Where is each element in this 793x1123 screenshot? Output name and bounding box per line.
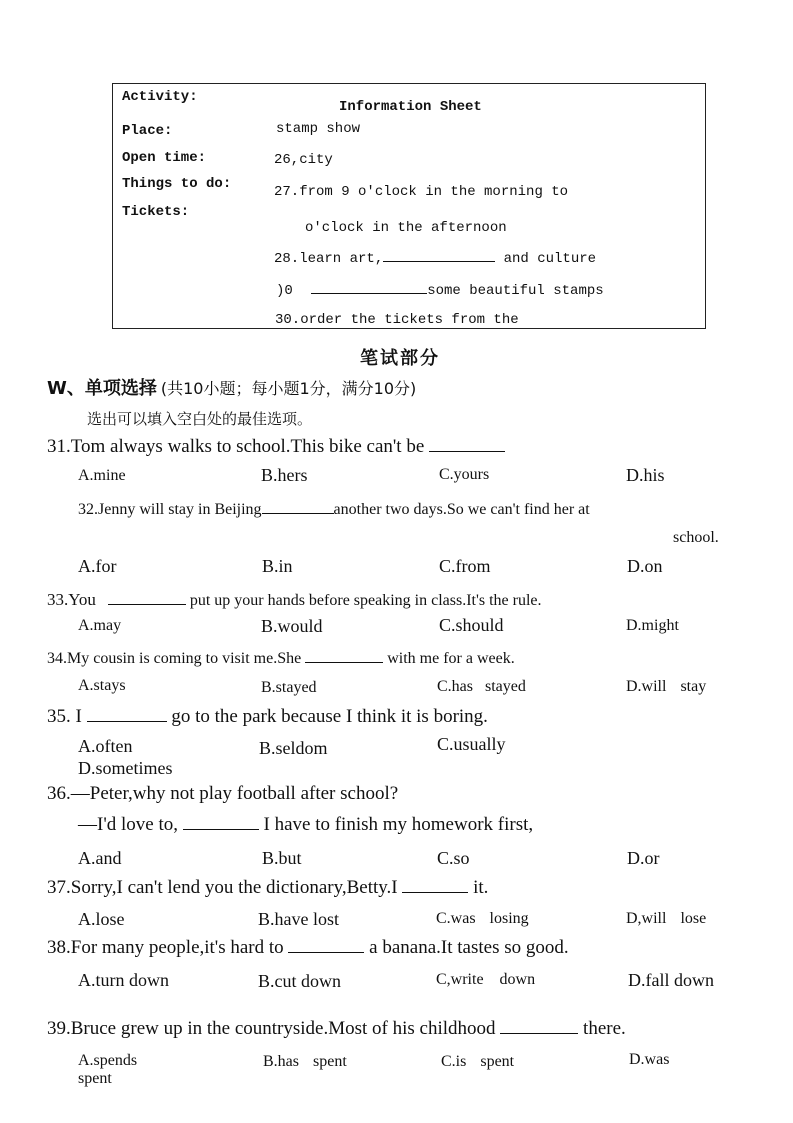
question-39-text-tail: there. (583, 1018, 626, 1039)
option-35-a: A.often (78, 736, 133, 756)
option-31-d: D.his (626, 465, 665, 485)
sheet-row-4: o'clock in the afternoon (305, 220, 507, 236)
option-31-c: C.yours (439, 466, 490, 483)
question-33-text: 33.You (47, 590, 96, 609)
question-38-stem (47, 937, 569, 959)
sheet-row-5-text: 28.learn art, (274, 251, 384, 267)
answer-blank (108, 590, 186, 605)
option-37-a: A.lose (78, 909, 125, 929)
option-37-c: C.was losing (436, 910, 529, 927)
label-activity: Activity: (122, 89, 198, 105)
section-title-line (47, 374, 416, 400)
answer-blank (402, 878, 468, 893)
option-33-c: C.should (439, 615, 504, 635)
section-instruction: 选出可以填入空白处的最佳选项。 (87, 410, 313, 428)
option-36-a: A.and (78, 848, 122, 868)
option-39-d: D.was (629, 1051, 670, 1068)
option-38-c: C,write down (436, 971, 536, 988)
answer-blank (288, 938, 364, 953)
question-34-stem (47, 648, 515, 668)
option-38-d: D.fall down (628, 970, 714, 990)
option-33-a: A.may (78, 617, 122, 634)
question-32-continuation: school. (673, 529, 719, 546)
question-39-text: 39.Bruce grew up in the countryside.Most of his childhood (47, 1018, 496, 1039)
question-33-stem (47, 590, 542, 610)
option-32-b: B.in (262, 556, 293, 576)
question-38-text: 38.For many people,it's hard to (47, 937, 284, 958)
question-39-stem (47, 1018, 626, 1040)
option-39-c: C.is spent (441, 1053, 515, 1070)
option-32-a: A.for (78, 556, 117, 576)
question-38-text-tail: a banana.It tastes so good. (369, 937, 569, 958)
option-34-b: B.stayed (261, 679, 317, 696)
option-38-b: B.cut down (258, 971, 341, 991)
sheet-title: Information Sheet (339, 99, 482, 115)
section-note: (共10小题；每小题1分，满分10分) (160, 379, 417, 398)
option-35-d: D.sometimes (78, 758, 173, 778)
answer-blank (262, 499, 334, 514)
blank-line (311, 279, 427, 294)
option-35-c: C.usually (437, 734, 506, 754)
question-32-text-tail: another two days.So we can't find her at (333, 501, 590, 518)
section-heading: 笔试部分 (360, 348, 440, 369)
sheet-row-6-tail: some beautiful stamps (427, 283, 604, 299)
question-36-reply-tail: I have to finish my homework first, (263, 814, 534, 835)
option-36-b: B.but (262, 848, 302, 868)
question-36-reply (78, 814, 533, 836)
answer-blank (429, 437, 505, 452)
option-33-d: D.might (626, 617, 679, 634)
answer-blank (87, 707, 167, 722)
sheet-row-5-tail: and culture (503, 251, 597, 267)
option-39-b: B.has spent (263, 1053, 347, 1070)
option-32-c: C.from (439, 556, 491, 576)
question-31-stem (47, 436, 505, 458)
option-35-b: B.seldom (259, 738, 328, 758)
question-35-text-tail: go to the park because I think it is boring. (171, 706, 488, 727)
option-39-a: A.spends spent (78, 1052, 138, 1087)
option-34-a: A.stays (78, 677, 126, 694)
label-things-to-do: Things to do: (122, 176, 232, 192)
sheet-row-3: 27.from 9 o'clock in the morning to (274, 184, 569, 200)
option-31-b: B.hers (261, 465, 308, 485)
question-36-stem: 36.—Peter,why not play football after school? (47, 783, 399, 804)
option-37-d: D,will lose (626, 910, 707, 927)
option-32-d: D.on (627, 556, 663, 576)
question-32-stem (78, 499, 590, 519)
question-34-text: 34.My cousin is coming to visit me.She (47, 650, 302, 667)
option-36-d: D.or (627, 848, 660, 868)
question-36-reply-text: —I'd love to, (78, 814, 178, 835)
question-37-stem (47, 877, 488, 899)
answer-blank (183, 815, 259, 830)
answer-blank (500, 1019, 578, 1034)
option-36-c: C.so (437, 848, 470, 868)
option-34-d: D.will stay (626, 678, 707, 695)
sheet-row-6 (276, 279, 604, 299)
option-33-b: B.would (261, 616, 323, 636)
sheet-row-5 (274, 247, 596, 267)
sheet-row-2: 26,city (274, 152, 333, 168)
question-31-text: 31.Tom always walks to school.This bike can't be (47, 436, 425, 457)
question-35-text: 35. I (47, 706, 82, 727)
blank-line (383, 247, 495, 262)
question-37-text-tail: it. (473, 877, 489, 898)
option-38-a: A.turn down (78, 970, 169, 990)
sheet-row-1: stamp show (276, 121, 361, 137)
section-title: W、单项选择 (47, 378, 157, 399)
label-open-time: Open time: (122, 150, 207, 166)
sheet-row-7: 30.order the tickets from the (275, 312, 519, 328)
option-34-c: C.has stayed (437, 678, 526, 695)
sheet-row-6-text: )0 (276, 283, 293, 299)
question-33-text-tail: put up your hands before speaking in class.It's the rule. (189, 592, 542, 609)
option-31-a: A.mine (78, 467, 126, 484)
label-tickets: Tickets: (122, 204, 190, 220)
question-37-text: 37.Sorry,I can't lend you the dictionary,Betty.I (47, 877, 398, 898)
answer-blank (305, 648, 383, 663)
question-32-text: 32.Jenny will stay in Beijing (78, 501, 262, 518)
question-34-text-tail: with me for a week. (387, 650, 515, 667)
option-37-b: B.have lost (258, 909, 339, 929)
label-place: Place: (122, 123, 173, 139)
question-35-stem (47, 706, 488, 728)
